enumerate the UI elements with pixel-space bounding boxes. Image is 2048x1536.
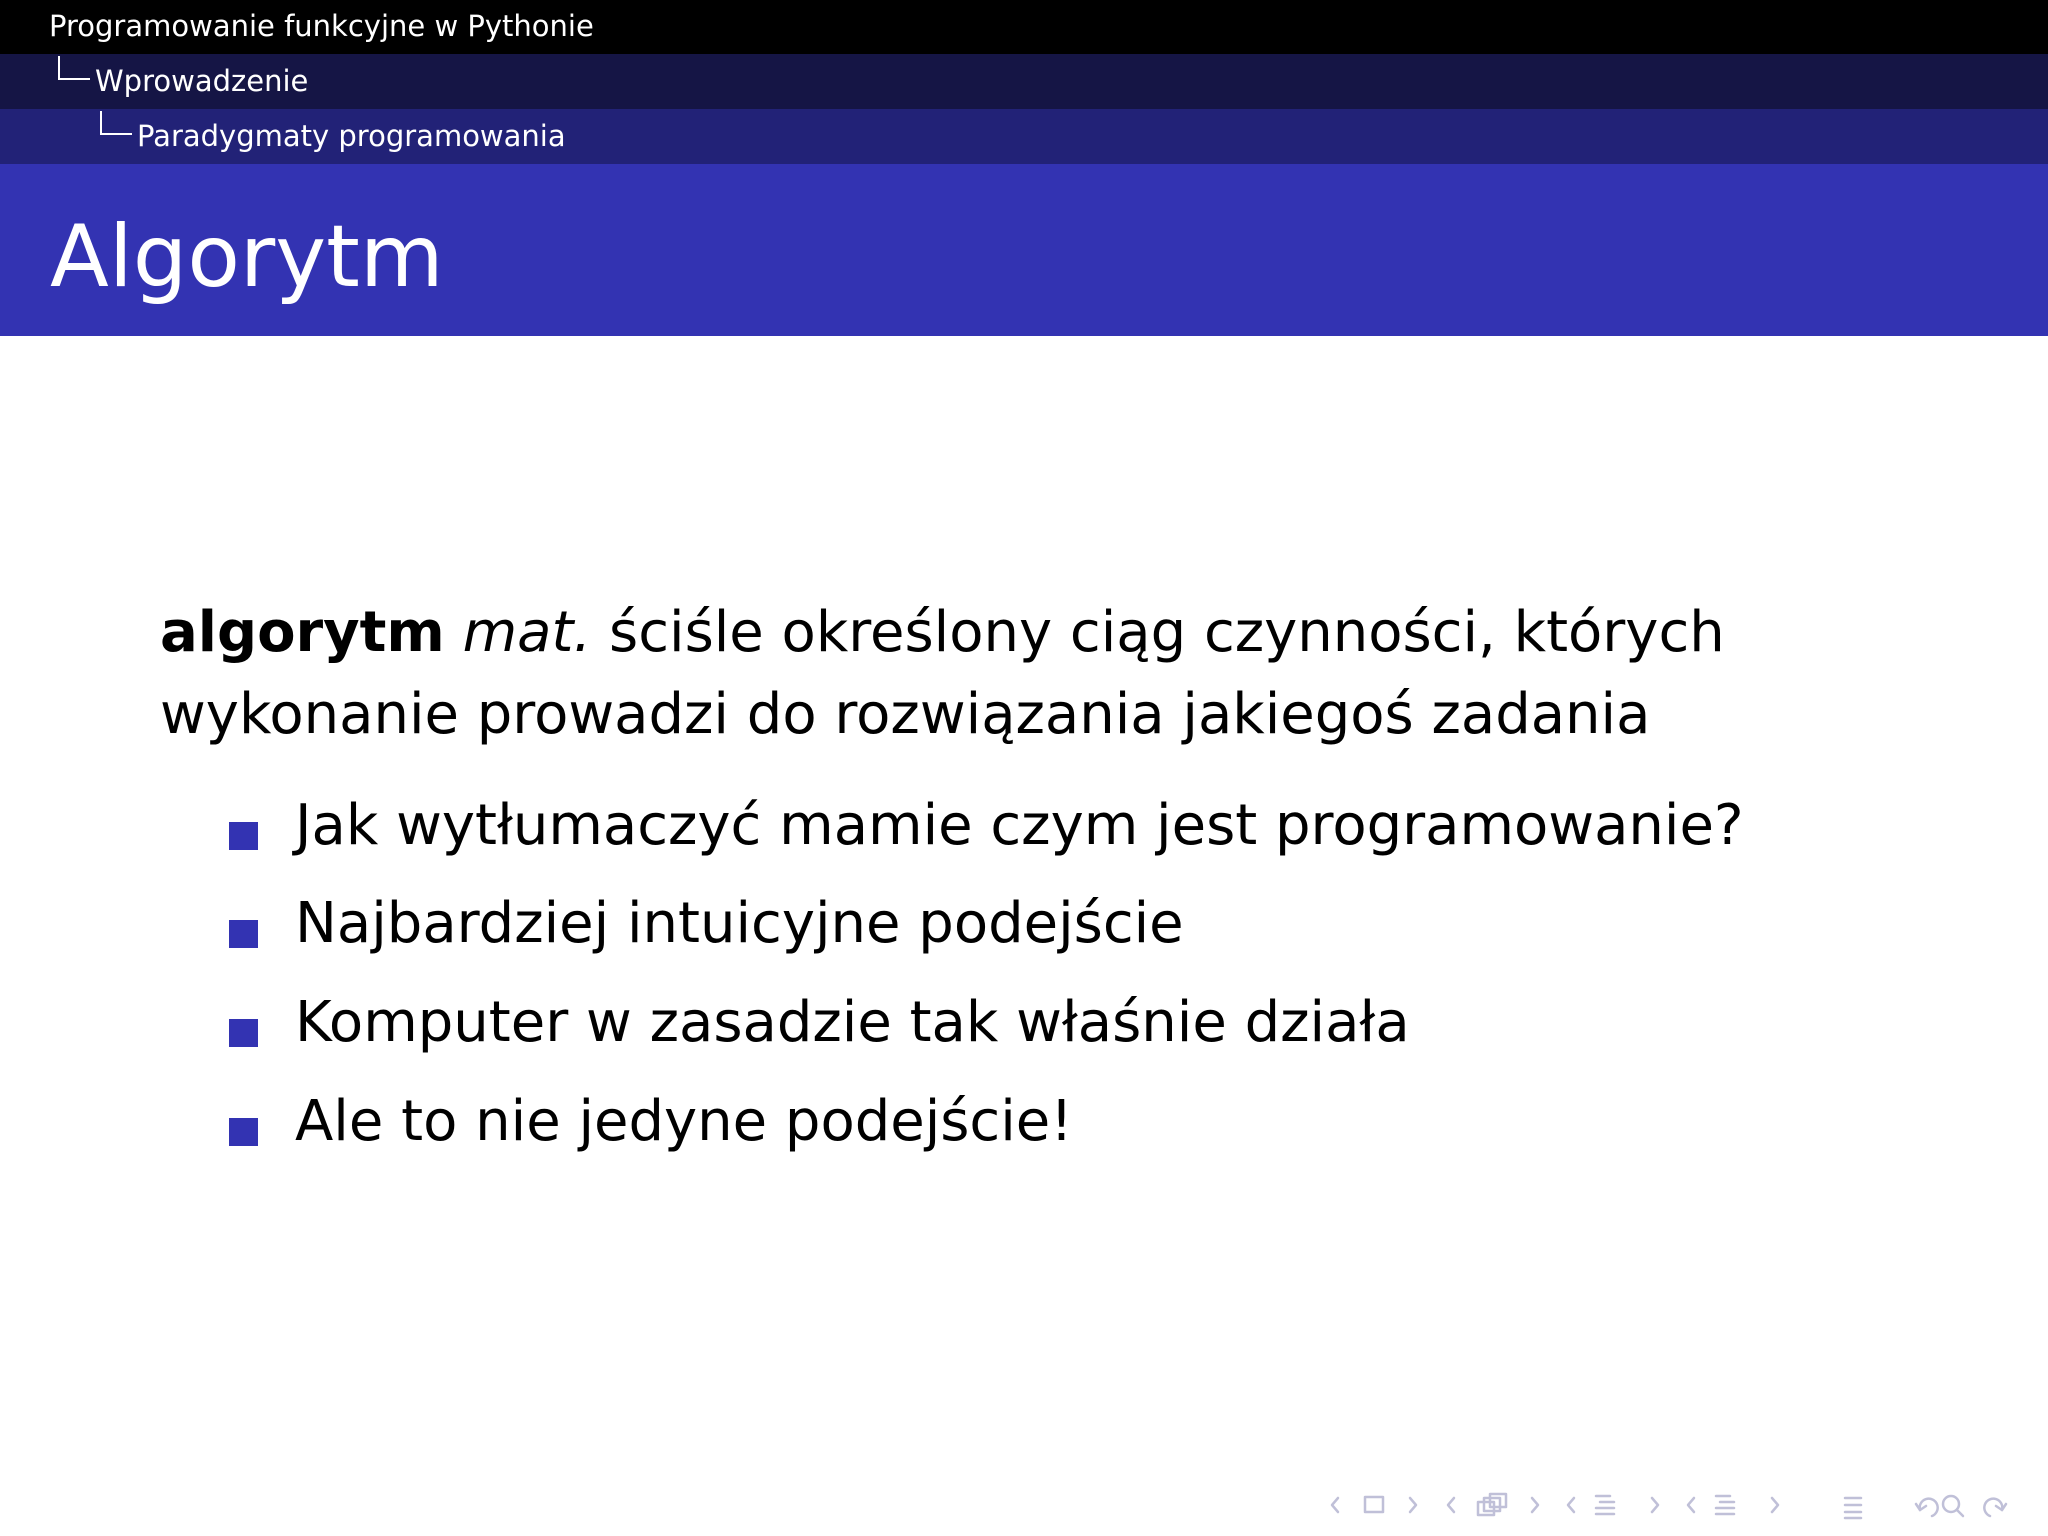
bullet-text: Komputer w zasadzie tak właśnie działa (295, 990, 1410, 1055)
subsection-title[interactable]: Paradygmaty programowania (137, 119, 566, 153)
definition-line-1 (160, 592, 1920, 674)
frame-title: Algorytm (50, 207, 444, 307)
frame-title-bar (0, 164, 2048, 336)
search-icon[interactable] (1943, 1496, 1963, 1516)
definition-line-2: wykonanie prowadzi do rozwiązania jakiegoś zadania (160, 682, 1651, 747)
next-frame-icon[interactable] (1410, 1498, 1416, 1512)
redo-icon[interactable] (1984, 1499, 2006, 1516)
frame-icon[interactable] (1365, 1497, 1383, 1512)
previous-section-icon[interactable] (1568, 1498, 1574, 1512)
bullet-text: Najbardziej intuicyjne podejście (295, 891, 1184, 956)
previous-part-icon[interactable] (1688, 1498, 1694, 1512)
next-section-icon[interactable] (1652, 1498, 1658, 1512)
definition-term: algorytm (160, 600, 445, 665)
tree-branch-icon (100, 111, 132, 135)
bullet-text: Ale to nie jedyne podejście! (295, 1089, 1073, 1154)
section-icon[interactable] (1596, 1496, 1614, 1514)
bullet-text: Jak wytłumaczyć mamie czym jest programowanie? (295, 793, 1744, 858)
definition-block (160, 592, 1920, 756)
headline-subsection-bar (0, 109, 2048, 164)
headline-presentation-bar (0, 0, 2048, 54)
definition-text: ściśle określony ciąg czynności, których (609, 600, 1725, 665)
section-icon[interactable] (1716, 1496, 1734, 1514)
bullet-square-icon (229, 1118, 258, 1146)
previous-frame-icon[interactable] (1332, 1498, 1338, 1512)
undo-icon[interactable] (1916, 1499, 1938, 1516)
presentation-title[interactable]: Programowanie funkcyjne w Pythonie (49, 9, 594, 43)
align-icon[interactable] (1845, 1498, 1861, 1518)
tree-branch-icon (58, 56, 90, 80)
section-title[interactable]: Wprowadzenie (95, 64, 309, 98)
bullet-square-icon (229, 920, 258, 948)
bullet-square-icon (229, 822, 258, 850)
next-subsection-icon[interactable] (1532, 1498, 1538, 1512)
subsection-icon[interactable] (1478, 1494, 1506, 1515)
definition-abbreviation: mat. (462, 600, 592, 665)
next-part-icon[interactable] (1772, 1498, 1778, 1512)
previous-subsection-icon[interactable] (1448, 1498, 1454, 1512)
headline-section-bar (0, 54, 2048, 109)
navigation-symbols (1320, 1488, 2040, 1524)
bullet-square-icon (229, 1019, 258, 1047)
